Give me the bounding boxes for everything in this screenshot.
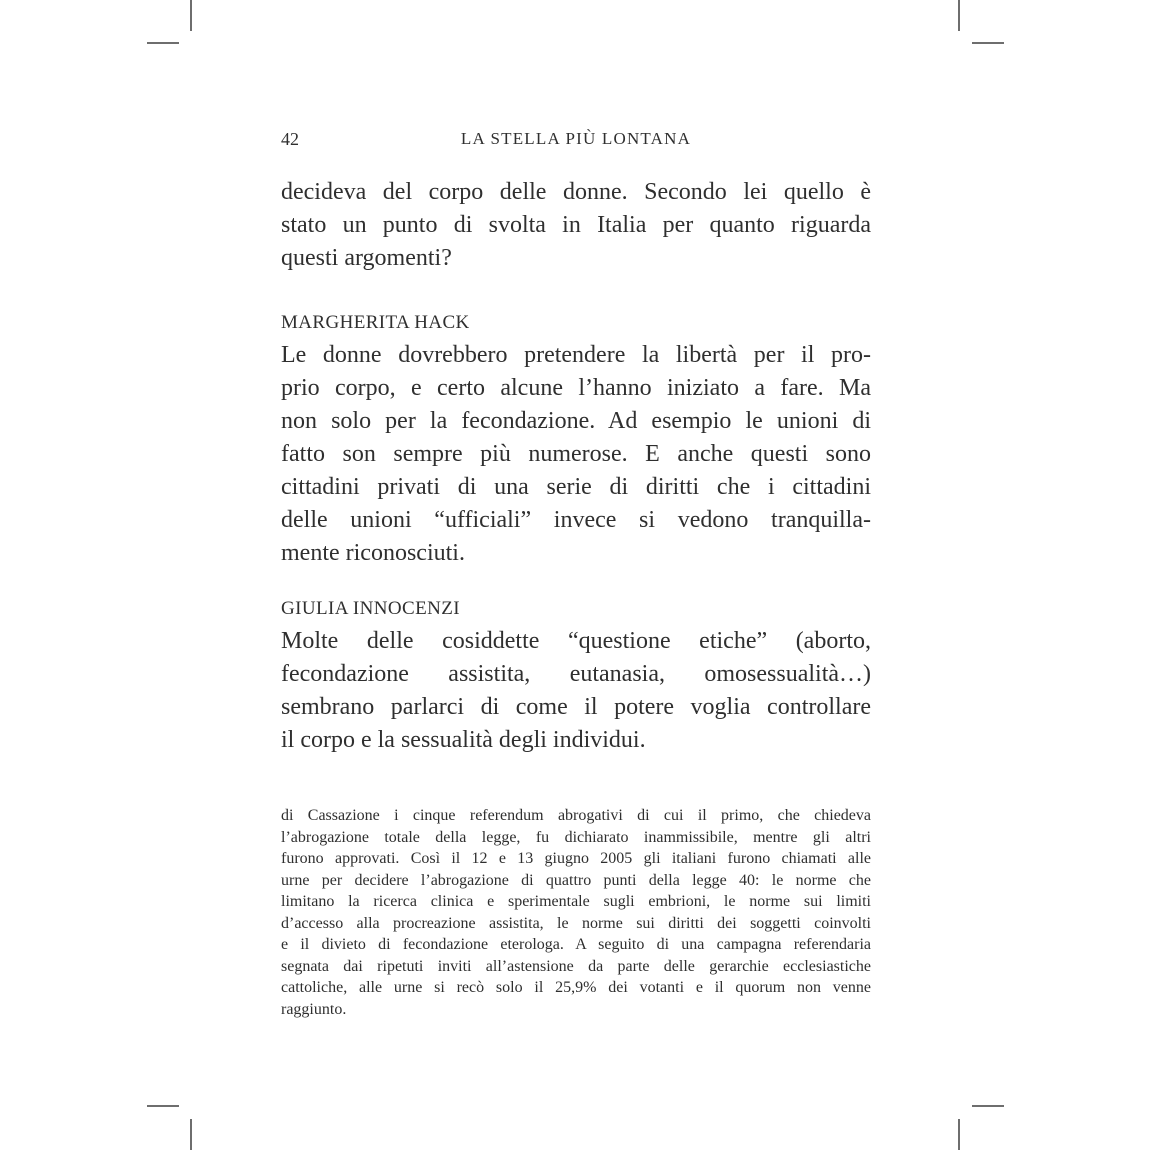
text-line: prio corpo, e certo alcune l’hanno iniziato a fare. Ma [281, 375, 871, 401]
text-line: cattoliche, alle urne si recò solo il 25,9% dei votanti e il quorum non venne [281, 979, 871, 996]
text-line: l’abrogazione totale della legge, fu dichiarato inammissibile, mentre gli altri [281, 828, 871, 846]
footnote [281, 805, 871, 1020]
crop-mark-bottom-left-vertical [190, 1119, 192, 1150]
text-line: Molte delle cosiddette “questione etiche” (aborto, [281, 628, 871, 654]
text-line: non solo per la fecondazione. Ad esempio le unioni di [281, 408, 871, 434]
text-line: stato un punto di svolta in Italia per quanto riguarda [281, 212, 871, 238]
text-line: mente riconosciuti. [281, 540, 465, 566]
giulia-innocenzi-paragraph [281, 625, 871, 757]
running-title: LA STELLA PIÙ LONTANA [460, 129, 692, 148]
intro-paragraph [281, 176, 871, 275]
page-number: 42 [281, 129, 299, 149]
text-line: delle unioni “ufficiali” invece si vedono tranquilla- [281, 507, 871, 533]
page-header [281, 130, 871, 148]
crop-mark-bottom-left-horizontal [147, 1105, 179, 1107]
text-line: d’accesso alla procreazione assistita, le norme sui diritti dei soggetti coinvolti [281, 914, 871, 932]
crop-mark-top-left-vertical [190, 0, 192, 31]
text-line: questi argomenti? [281, 245, 452, 271]
text-line: cittadini privati di una serie di diritti che i cittadini [281, 474, 871, 500]
margherita-hack-paragraph [281, 339, 871, 570]
crop-mark-top-right-horizontal [972, 42, 1004, 44]
text-line: il corpo e la sessualità degli individui. [281, 727, 646, 753]
text-line: Le donne dovrebbero pretendere la libertà per il pro- [281, 342, 871, 368]
text-line: segnata dai ripetuti inviti all’astensione da parte delle gerarchie ecclesiastiche [281, 957, 871, 975]
text-line: fatto son sempre più numerose. E anche questi sono [281, 441, 871, 467]
crop-mark-bottom-right-horizontal [972, 1105, 1004, 1107]
text-line: e il divieto di fecondazione eterologa. A seguito di una campagna referendaria [281, 936, 871, 953]
crop-mark-top-right-vertical [958, 0, 960, 31]
text-line: decideva del corpo delle donne. Secondo lei quello è [281, 179, 871, 205]
text-line: limitano la ricerca clinica e sperimentale sugli embrioni, le norme sui limiti [281, 893, 871, 910]
text-line: di Cassazione i cinque referendum abrogativi di cui il primo, che chiedeva [281, 807, 871, 824]
crop-mark-bottom-right-vertical [958, 1119, 960, 1150]
text-line: furono approvati. Così il 12 e 13 giugno 2005 gli italiani furono chiamati alle [281, 850, 871, 867]
text-block [281, 0, 871, 1020]
speaker-name-margherita-hack: MARGHERITA HACK [281, 312, 470, 333]
text-line: fecondazione assistita, eutanasia, omosessualità…) [281, 661, 871, 687]
text-line: urne per decidere l’abrogazione di quattro punti della legge 40: le norme che [281, 871, 871, 889]
text-line: raggiunto. [281, 1000, 347, 1018]
text-line: sembrano parlarci di come il potere voglia controllare [281, 694, 871, 720]
crop-mark-top-left-horizontal [147, 42, 179, 44]
speaker-name-giulia-innocenzi: GIULIA INNOCENZI [281, 598, 460, 619]
